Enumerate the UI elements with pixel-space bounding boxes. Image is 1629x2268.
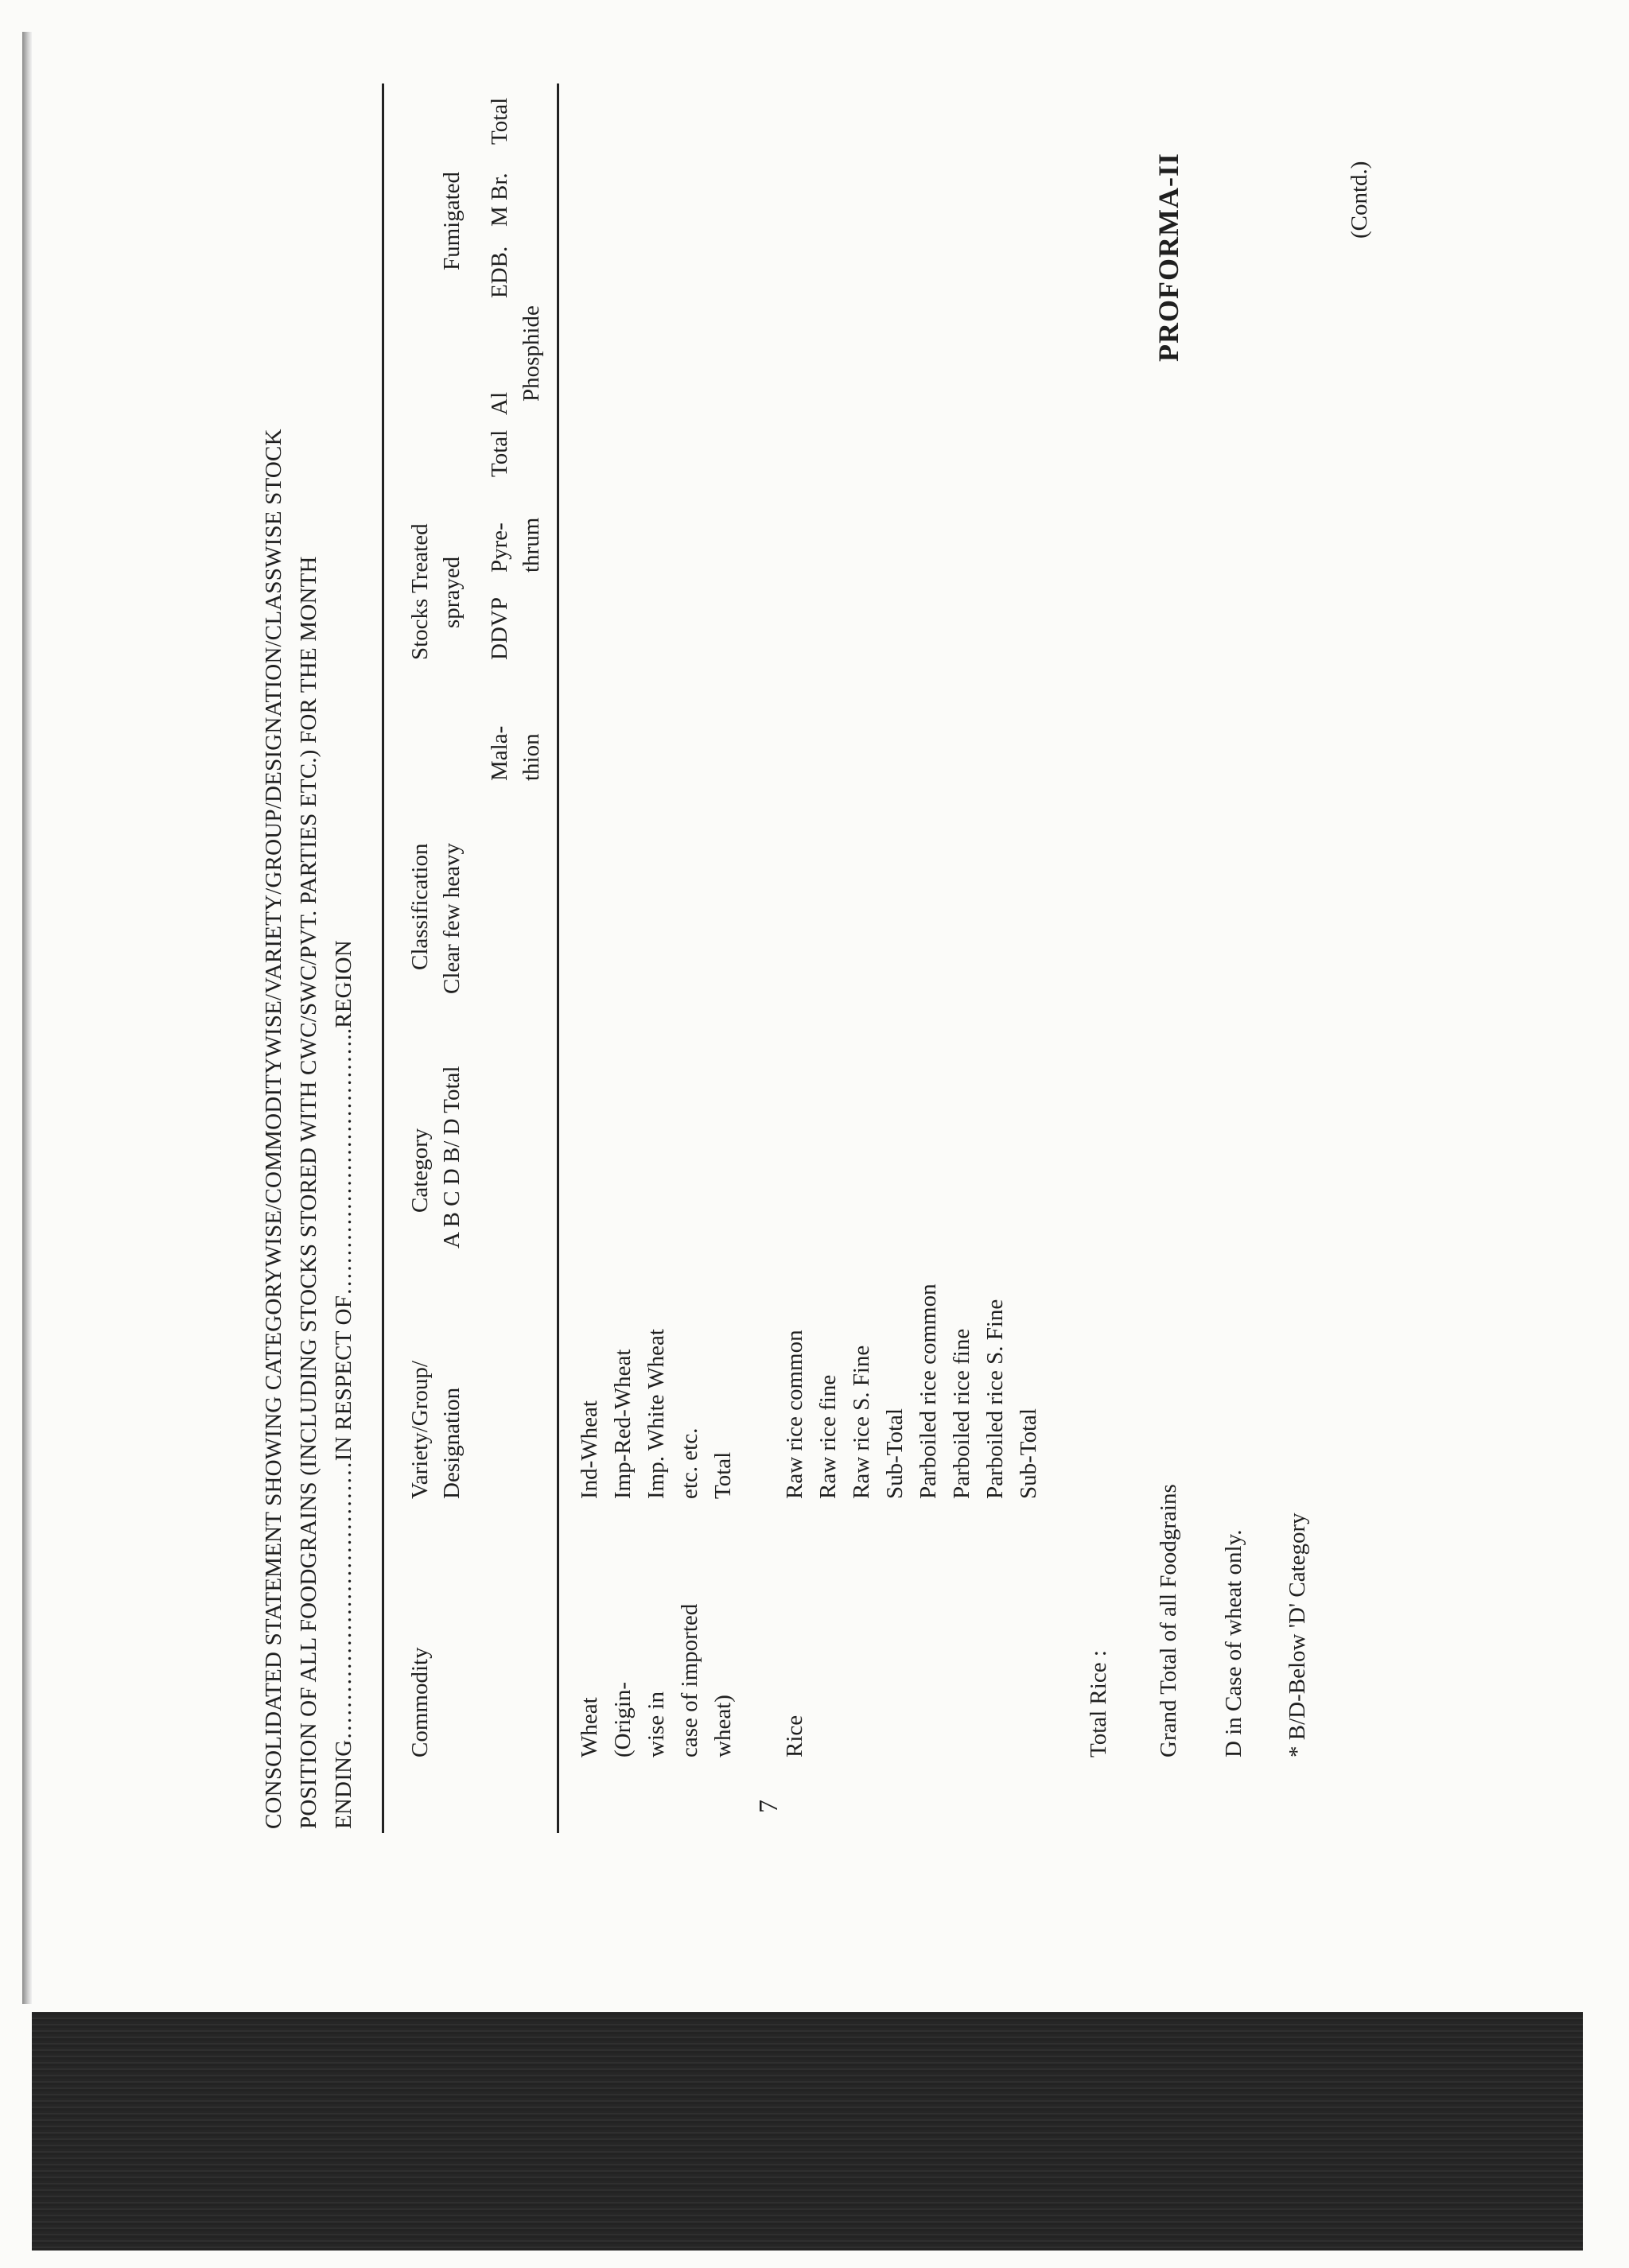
page-number: 7: [754, 1800, 783, 1813]
heading-line-2: POSITION OF ALL FOODGRAINS (INCLUDING STOCKS STORED WITH CWC/SWC/PVT. PARTIES ETC.) FOR THE MONTH: [296, 556, 321, 1829]
col-variety-2: Designation: [439, 1387, 465, 1499]
col-fumigated: Fumigated: [439, 171, 465, 270]
rice-item: Parboiled rice fine: [949, 1328, 974, 1499]
wheat-item: Ind-Wheat: [577, 1400, 602, 1499]
col-category-2: A B C D B/ D Total: [439, 1066, 465, 1249]
col-al-phosphide-1: Al: [487, 392, 512, 415]
rice-item: Sub-Total: [882, 1408, 908, 1499]
wheat-item: Total: [710, 1451, 736, 1499]
wheat-label-5: wheat): [710, 1695, 736, 1757]
col-mbr: M Br.: [487, 173, 512, 227]
proforma-title: PROFORMA-II: [1153, 153, 1184, 362]
col-variety-1: Variety/Group/: [407, 1361, 433, 1499]
wheat-label-4: case of imported: [677, 1603, 702, 1757]
col-stocks-treated: Stocks Treated: [407, 523, 433, 660]
wheat-label-2: (Origin-: [610, 1681, 636, 1757]
header-bottom-rule: [557, 83, 559, 1833]
wheat-label-1: Wheat: [577, 1697, 602, 1757]
wheat-label-3: wise in: [643, 1691, 669, 1757]
rice-item: Parboiled rice S. Fine: [982, 1299, 1008, 1499]
col-edb: EDB.: [487, 246, 512, 298]
note-below-d: * B/D-Below 'D' Category: [1285, 1513, 1310, 1757]
col-category-1: Category: [407, 1128, 433, 1213]
col-sprayed: sprayed: [439, 556, 465, 628]
rice-label: Rice: [782, 1715, 807, 1757]
note-wheat: D in Case of wheat only.: [1221, 1529, 1246, 1757]
col-classification-2: Clear few heavy: [439, 842, 465, 994]
rice-item: Parboiled rice common: [916, 1284, 941, 1499]
col-commodity: Commodity: [407, 1647, 433, 1757]
total-rice: Total Rice :: [1086, 1650, 1111, 1757]
col-al-phosphide-2: Phosphide: [519, 305, 544, 402]
heading-line-1: CONSOLIDATED STATEMENT SHOWING CATEGORYWISE/COMMODITYWISE/VARIETY/GROUP/DESIGNATION/CLASSWISE STOCK: [261, 429, 286, 1829]
wheat-item: etc. etc.: [677, 1427, 702, 1499]
col-malathion-1: Mala-: [487, 725, 512, 781]
header-top-rule: [382, 83, 384, 1833]
rice-item: Sub-Total: [1016, 1408, 1041, 1499]
col-classification-1: Classification: [407, 843, 433, 970]
grand-total: Grand Total of all Foodgrains: [1156, 1484, 1181, 1757]
wheat-item: Imp-Red-Wheat: [610, 1349, 636, 1499]
col-ddvp: DDVP: [487, 597, 512, 660]
col-malathion-2: thion: [519, 733, 544, 781]
rice-item: Raw rice fine: [815, 1374, 841, 1499]
col-sprayed-total: Total: [487, 429, 512, 477]
scanner-shadow-band: [32, 2012, 1583, 2251]
col-pyrethrum-2: thrum: [519, 517, 544, 573]
heading-line-3: ENDING………………………………IN RESPECT OF……………………………..REGION: [331, 940, 356, 1829]
col-pyrethrum-1: Pyre-: [487, 522, 512, 573]
contd-label: (Contd.): [1347, 161, 1372, 239]
rice-item: Raw rice S. Fine: [849, 1345, 874, 1499]
wheat-item: Imp. White Wheat: [643, 1329, 669, 1499]
col-fumigated-total: Total: [487, 97, 512, 145]
rice-item: Raw rice common: [782, 1330, 807, 1499]
rotated-proforma-page: [16, 0, 1448, 1877]
